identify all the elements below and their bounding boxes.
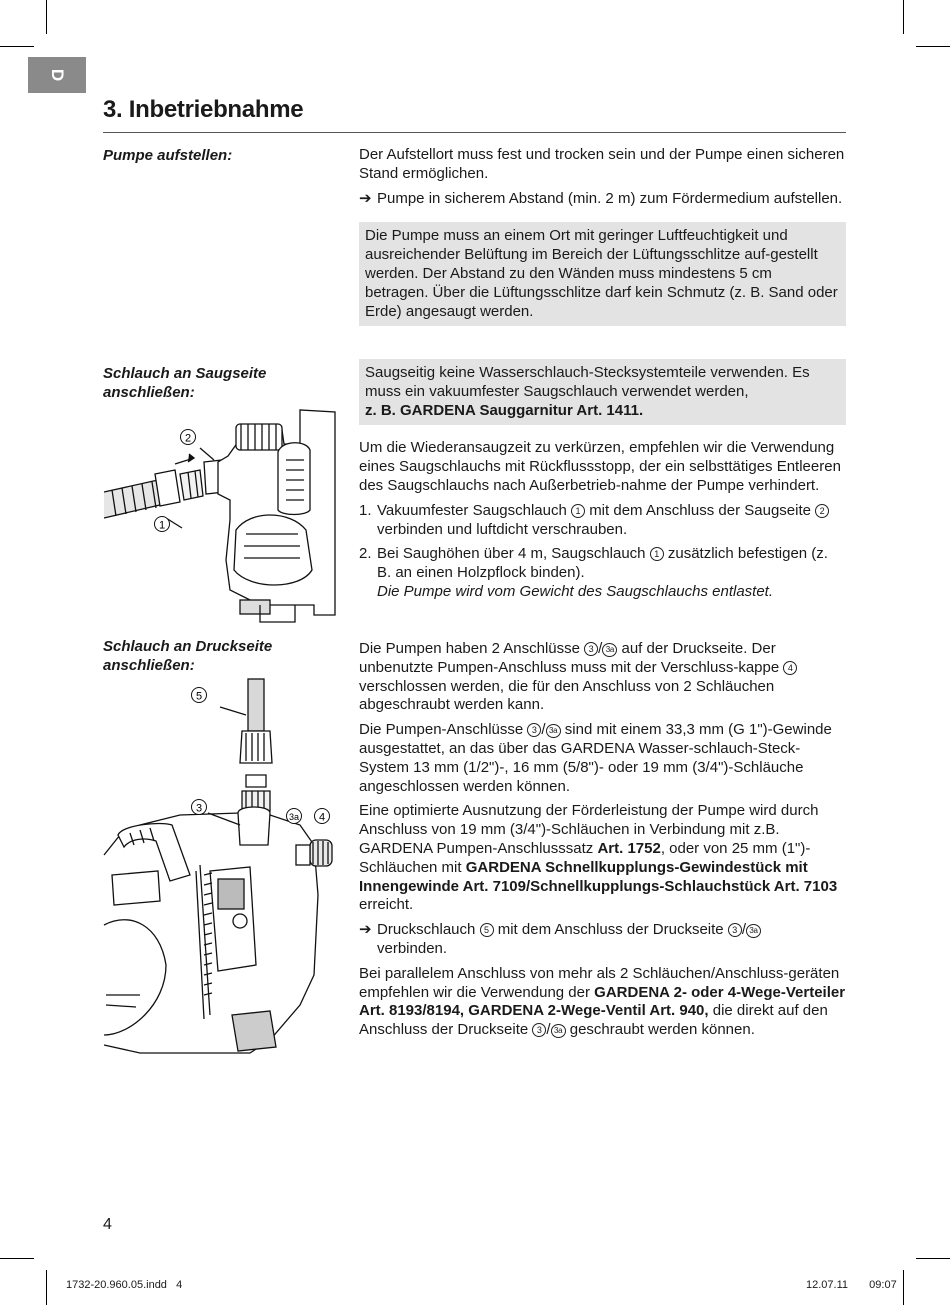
label-pressure-side: Schlauch an Druckseite anschließen: <box>103 638 273 674</box>
callout-4: 4 <box>318 811 326 824</box>
title-rule <box>103 132 846 133</box>
pressure-section <box>359 640 846 1046</box>
pressure-paragraph-3: Eine optimierte Ausnutzung der Förderleistung der Pumpe wird durch Anschluss von 19 mm (3/4")-Schläuchen in Verbindung mit z.B. GARDENA Pumpen-Anschlusssatz Art. 1752, oder von 25 mm (1")-Schläuchen mit GARDENA Schnellkupplungs-Gewindestück mit Innengewinde Art. 7109/Schnellkupplungs-Schlauchstück Art. 7103 erreicht. <box>359 802 838 914</box>
hose-clamp <box>155 470 180 506</box>
callout-3a: 3a <box>288 812 300 822</box>
pump-handle <box>278 443 310 515</box>
outlet-3 <box>238 807 270 845</box>
crop-mark <box>46 0 47 34</box>
setup-paragraph: Der Aufstellort muss fest und trocken sein und der Pumpe einen sicheren Stand ermöglichen. <box>359 146 845 182</box>
pump-cap <box>236 424 282 450</box>
crop-mark <box>0 1258 34 1259</box>
label-pump-setup: Pumpe aufstellen: <box>103 147 233 164</box>
pressure-paragraph-2: Die Pumpen-Anschlüsse 3 / 3a sind mit einem 33,3 mm (G 1")-Gewinde ausgestattet, an das über das GARDENA Wasser-schlauch-Steck-System 13 mm (1/2")-, 16 mm (5/8")- oder 19 mm (3/4")-Schläuche angeschlossen werden können. <box>359 721 832 795</box>
file-slug: 1732-20.960.05.indd 4 <box>66 1279 183 1291</box>
date-slug: 12.07.11 09:07 <box>806 1279 897 1291</box>
foot-handle <box>232 1011 276 1051</box>
crop-mark <box>916 46 950 47</box>
marker-1: 1 <box>571 504 585 518</box>
suction-paragraph: Um die Wiederansaugzeit zu verkürzen, empfehlen wir die Verwendung eines Saugschlauchs mit Rückflussstopp, der ein selbsttätiges Entleeren des Saugschlauchs nach Außerbetrieb-nahme der Pumpe verhindert. <box>359 439 841 494</box>
setup-note-box: Die Pumpe muss an einem Ort mit geringer Luftfeuchtigkeit und ausreichender Belüftung im Bereich der Lüftungsschlitze auf-gestellt werden. Der Abstand zu den Wänden muss mindestens 5 cm betragen. Über die Lüftungsschlitze darf kein Schmutz (z. B. Sand oder Erde) angesaugt werden. <box>359 222 846 326</box>
callout-1: 1 <box>158 519 166 532</box>
language-tab: D <box>28 57 86 93</box>
pressure-hose <box>248 679 264 731</box>
suction-note-box: Saugseitig keine Wasserschlauch-Stecksystemteile verwenden. Es muss ein vakuumfester Saugschlauch verwendet werden, z. B. GARDENA Sauggarnitur Art. 1411. <box>359 359 846 425</box>
nipple <box>246 775 266 787</box>
callout-3: 3 <box>195 802 203 815</box>
suction-section <box>359 359 846 608</box>
setup-instruction: ➔ Pumpe in sicherem Abstand (min. 2 m) zum Fördermedium aufstellen. <box>359 189 843 207</box>
pressure-paragraph-4: Bei parallelem Anschluss von mehr als 2 Schläuchen/Anschluss-geräten empfehlen wir die Verwendung der GARDENA 2- oder 4-Wege-Verteiler Art. 8193/8194, GARDENA 2-Wege-Ventil Art. 940, die direkt auf den Anschluss der Druckseite 3 / 3a geschraubt werden können. <box>359 964 846 1039</box>
marker-1: 1 <box>650 547 664 561</box>
label-suction-side: Schlauch an Saugseite anschließen: <box>103 365 267 401</box>
crop-mark <box>916 1258 950 1259</box>
suction-step-1: 1. Vakuumfester Saugschlauch 1 mit dem Anschluss der Saugseite 2 verbinden und luftdicht verschrauben. <box>359 502 846 540</box>
suction-illustration <box>100 400 340 625</box>
crop-mark <box>46 1270 47 1305</box>
pressure-illustration <box>100 675 340 1060</box>
marker-2: 2 <box>815 504 829 518</box>
callout-2: 2 <box>184 432 192 445</box>
crop-mark <box>903 0 904 34</box>
arrow-icon: ➔ <box>359 921 372 939</box>
crop-mark <box>903 1270 904 1305</box>
hose-connector <box>180 470 203 500</box>
suction-step-2: 2. Bei Saughöhen über 4 m, Saugschlauch 1 zusätzlich befestigen (z. B. an einen Holzpflock binden). Die Pumpe wird vom Gewicht des Saugschlauchs entlastet. <box>359 545 828 600</box>
pressure-instruction: ➔ Druckschlauch 5 mit dem Anschluss der Druckseite 3 / 3a verbinden. <box>359 921 846 959</box>
crop-mark <box>0 46 34 47</box>
setup-section <box>359 146 846 336</box>
arrow-icon: ➔ <box>359 189 372 207</box>
pressure-paragraph-1: Die Pumpen haben 2 Anschlüsse 3 / 3a auf der Druckseite. Der unbenutzte Pumpen-Anschluss muss mit der Verschluss-kappe 4 verschlossen werden, die für den Anschluss von 2 Schläuchen abgeschraubt werden kann. <box>359 640 846 715</box>
section-title: 3. Inbetriebnahme <box>103 96 304 123</box>
hose-coupling <box>240 731 272 763</box>
callout-5: 5 <box>195 690 203 703</box>
page-number: 4 <box>103 1216 112 1233</box>
